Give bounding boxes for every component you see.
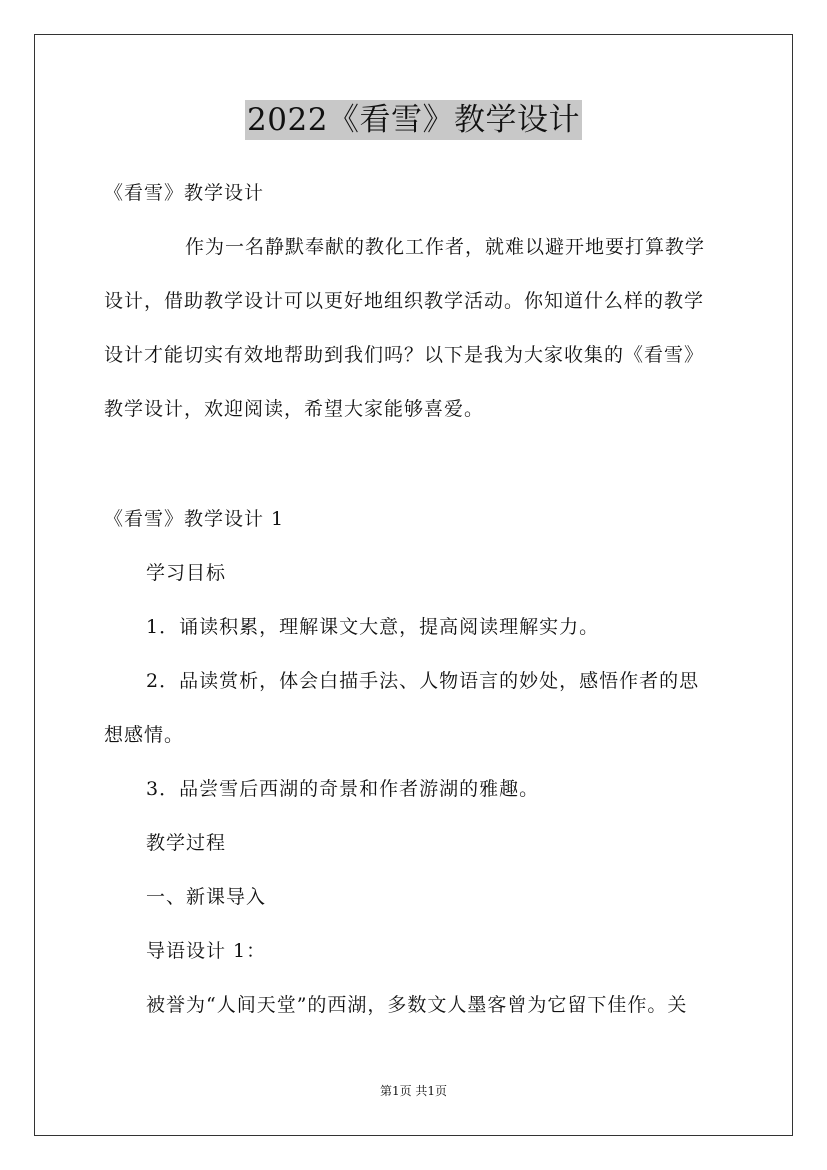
subheading: 一、新课导入 xyxy=(146,886,267,908)
subheading: 教学过程 xyxy=(146,832,227,854)
section-heading: 《看雪》教学设计 1 xyxy=(104,508,285,530)
paragraph-line: 教学设计，欢迎阅读，希望大家能够喜爱。 xyxy=(104,398,485,420)
document-title: 2022《看雪》教学设计 xyxy=(247,102,580,138)
subheading: 学习目标 xyxy=(146,562,227,584)
list-item-continuation: 想感情。 xyxy=(104,724,185,746)
paragraph-line: 设计，借助教学设计可以更好地组织教学活动。你知道什么样的教学 xyxy=(104,290,705,312)
title-container xyxy=(0,100,827,140)
paragraph-line: 设计才能切实有效地帮助到我们吗？以下是我为大家收集的《看雪》 xyxy=(104,344,705,366)
section-heading: 《看雪》教学设计 xyxy=(104,182,265,204)
paragraph-line: 作为一名静默奉献的教化工作者，就难以避开地要打算教学 xyxy=(185,236,706,258)
subheading: 导语设计 1： xyxy=(146,940,267,962)
page-footer: 第1页 共1页 xyxy=(379,1084,448,1098)
list-item: 3．品尝雪后西湖的奇景和作者游湖的雅趣。 xyxy=(146,778,540,800)
list-item: 2．品读赏析，体会白描手法、人物语言的妙处，感悟作者的思 xyxy=(146,670,700,692)
paragraph-line: 被誉为“人间天堂”的西湖，多数文人墨客曾为它留下佳作。关 xyxy=(146,994,688,1016)
list-item: 1．诵读积累，理解课文大意，提高阅读理解实力。 xyxy=(146,616,600,638)
